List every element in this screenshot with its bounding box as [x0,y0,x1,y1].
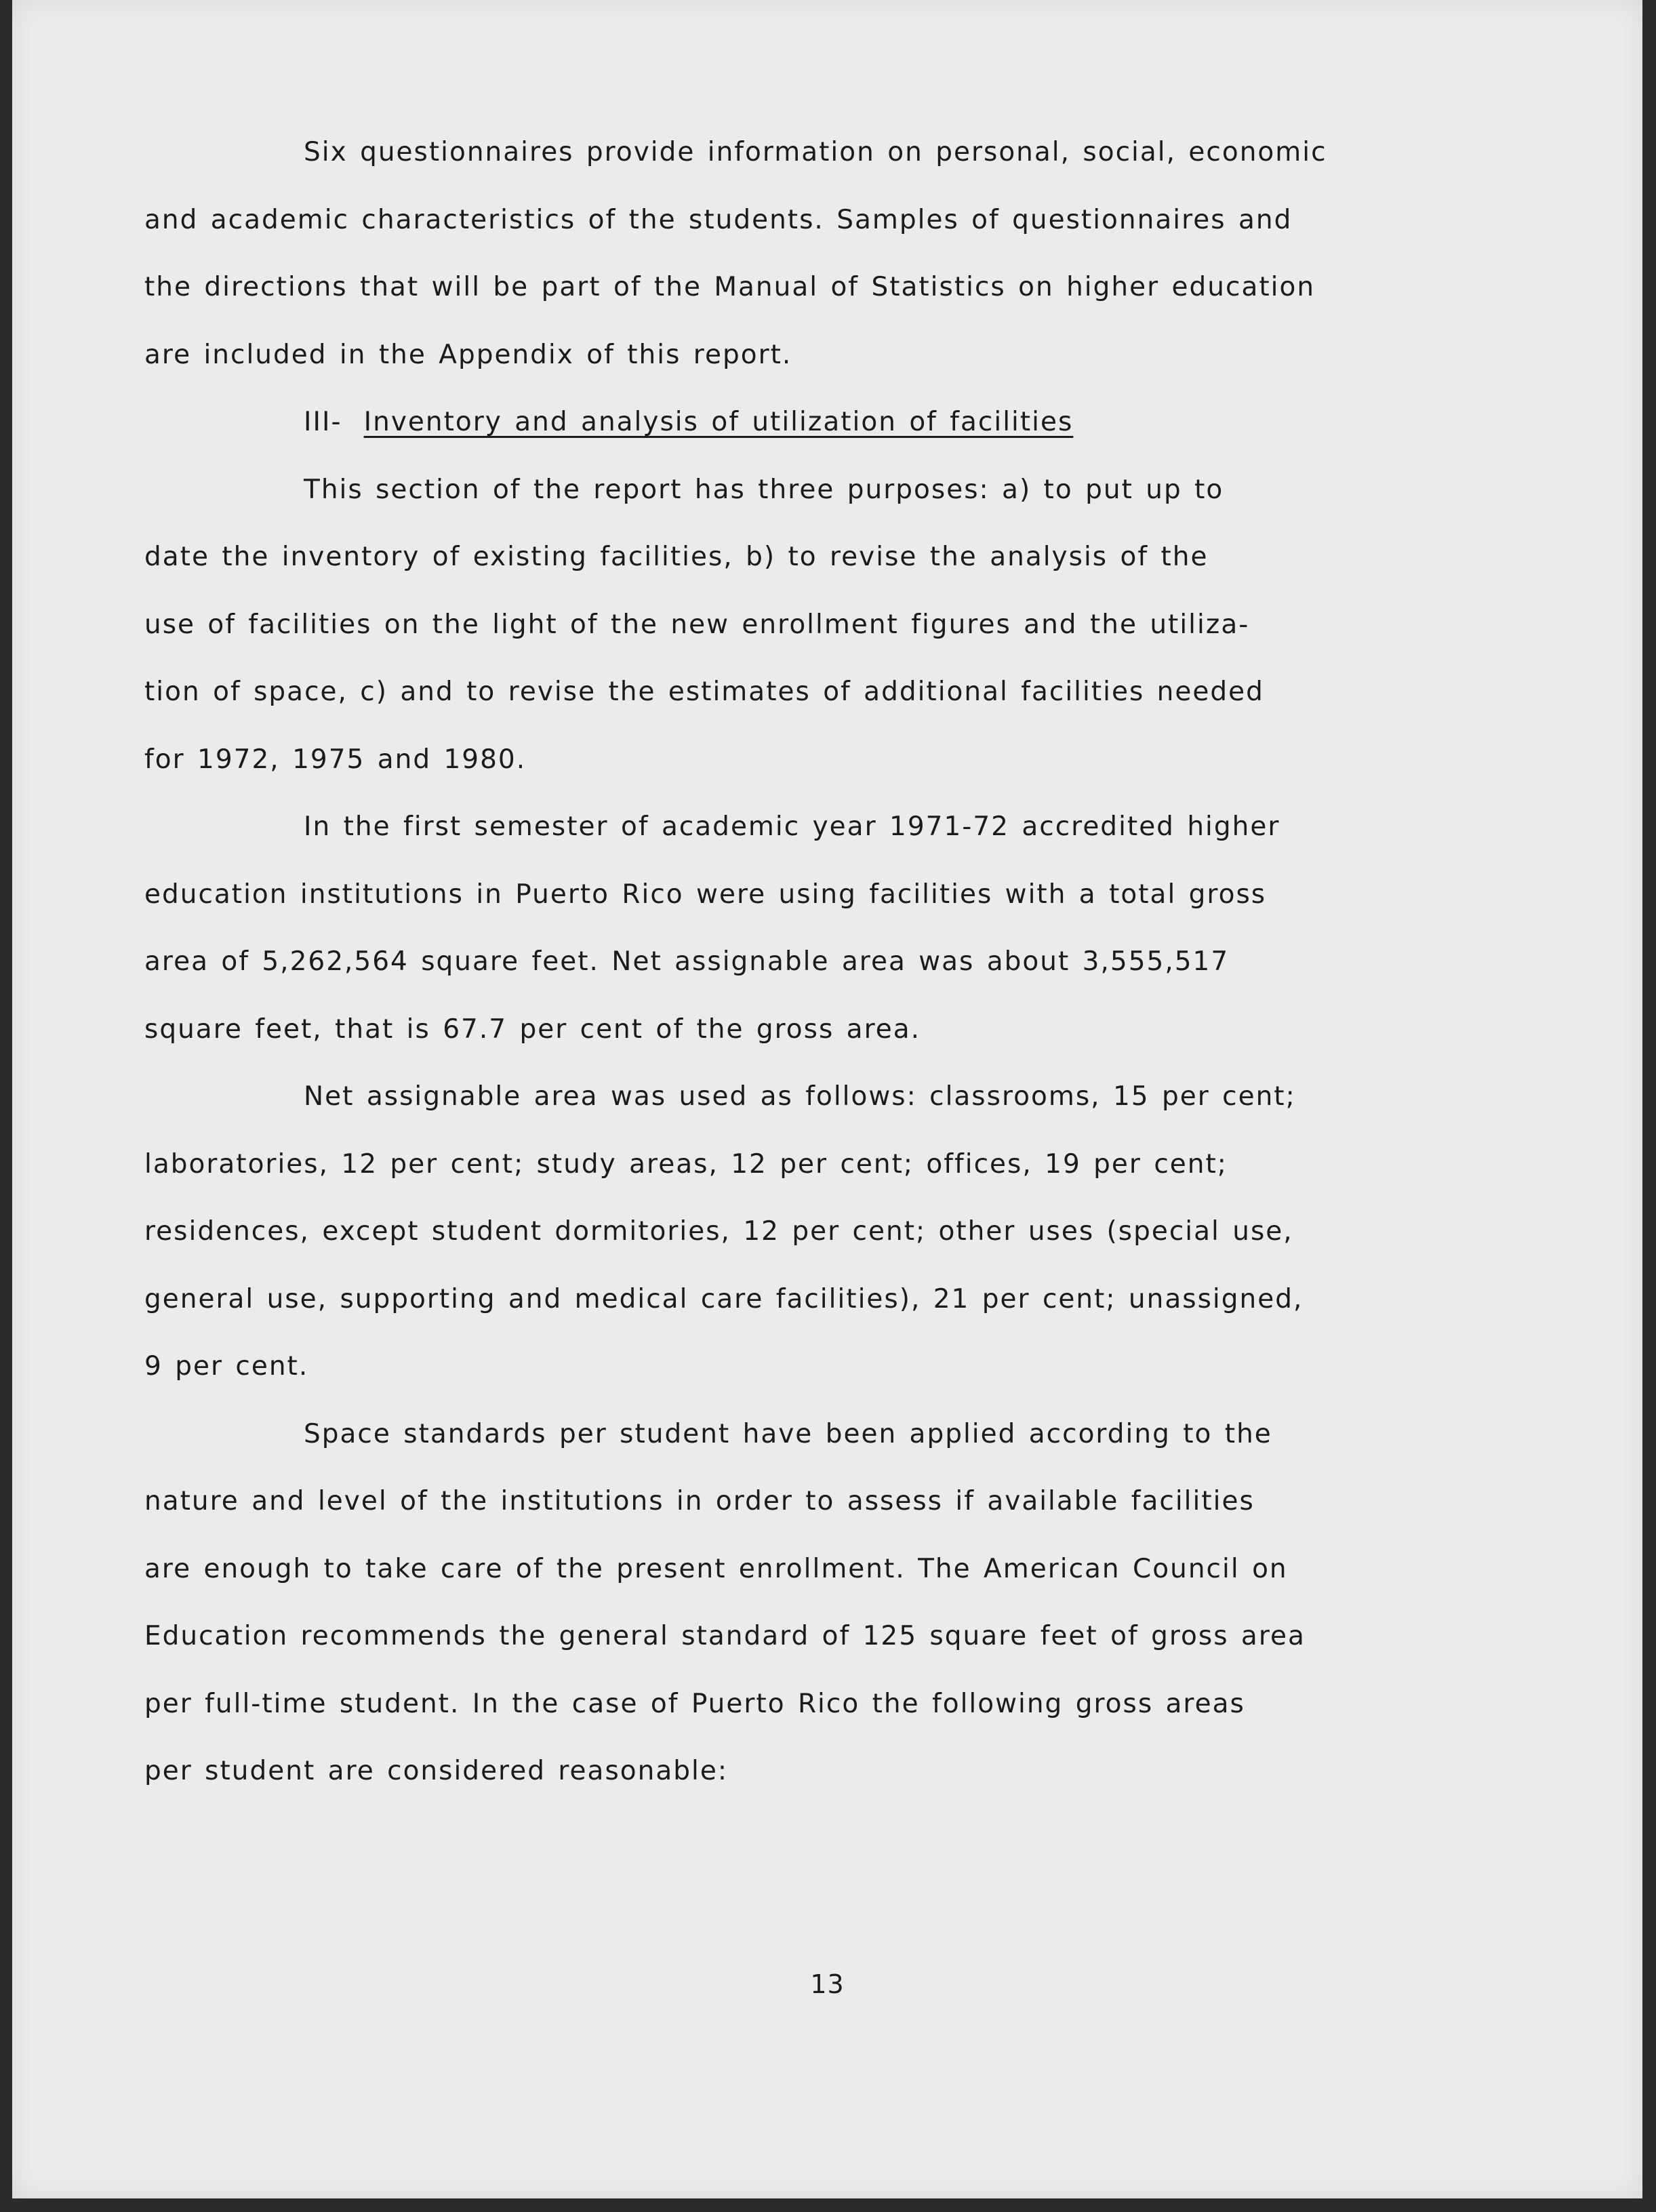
text-line: the directions that will be part of the Manual of Statistics on higher education [144,272,1316,302]
text-line: Education recommends the general standard of 125 square feet of gross area [144,1621,1306,1651]
text-line: laboratories, 12 per cent; study areas, 12 per cent; offices, 19 per cent; [144,1148,1228,1180]
text-line: and academic characteristics of the students. Samples of questionnaires and [144,204,1293,235]
paragraph-purposes [144,466,1520,804]
paragraph-net-area-uses [144,1073,1520,1411]
paragraph-questionnaires [144,129,1520,399]
text-line: 9 per cent. [144,1351,309,1382]
text-line: for 1972, 1975 and 1980. [144,744,527,775]
text-line: date the inventory of existing facilities, b) to revise the analysis of the [144,542,1209,572]
paragraph-gross-area [144,803,1520,1073]
text-line: per student are considered reasonable: [144,1756,728,1786]
text-line: Six questionnaires provide information on personal, social, economic [304,137,1327,167]
paragraph-space-standards [144,1411,1520,1815]
text-line: education institutions in Puerto Rico were using facilities with a total gross [144,879,1267,910]
section-title: Inventory and analysis of utilization of facilities [363,407,1074,437]
body-text [144,129,1520,1815]
section-heading [144,399,1520,466]
text-line: tion of space, c) and to revise the estimates of additional facilities needed [144,677,1264,707]
text-line: Net assignable area was used as follows: classrooms, 15 per cent; [304,1081,1296,1112]
text-line: In the first semester of academic year 1971-72 accredited higher [304,811,1280,842]
text-line: general use, supporting and medical care facilities), 21 per cent; unassigned, [144,1283,1304,1314]
text-line: residences, except student dormitories, 12 per cent; other uses (special use, [144,1216,1293,1247]
page-number: 13 [810,1969,845,1999]
text-line: area of 5,262,564 square feet. Net assignable area was about 3,555,517 [144,946,1230,977]
section-number: III- [304,407,342,437]
text-line: Space standards per student have been applied according to the [304,1418,1272,1449]
text-line: are included in the Appendix of this report. [144,339,792,370]
text-line: nature and level of the institutions in order to assess if available facilities [144,1486,1255,1516]
text-line: use of facilities on the light of the new enrollment figures and the utiliza- [144,609,1250,640]
text-line: are enough to take care of the present enrollment. The American Council on [144,1553,1288,1584]
text-line: square feet, that is 67.7 per cent of the gross area. [144,1013,921,1045]
document-page [12,0,1642,2198]
text-line: This section of the report has three purposes: a) to put up to [304,474,1224,505]
text-line: per full-time student. In the case of Puerto Rico the following gross areas [144,1688,1245,1719]
